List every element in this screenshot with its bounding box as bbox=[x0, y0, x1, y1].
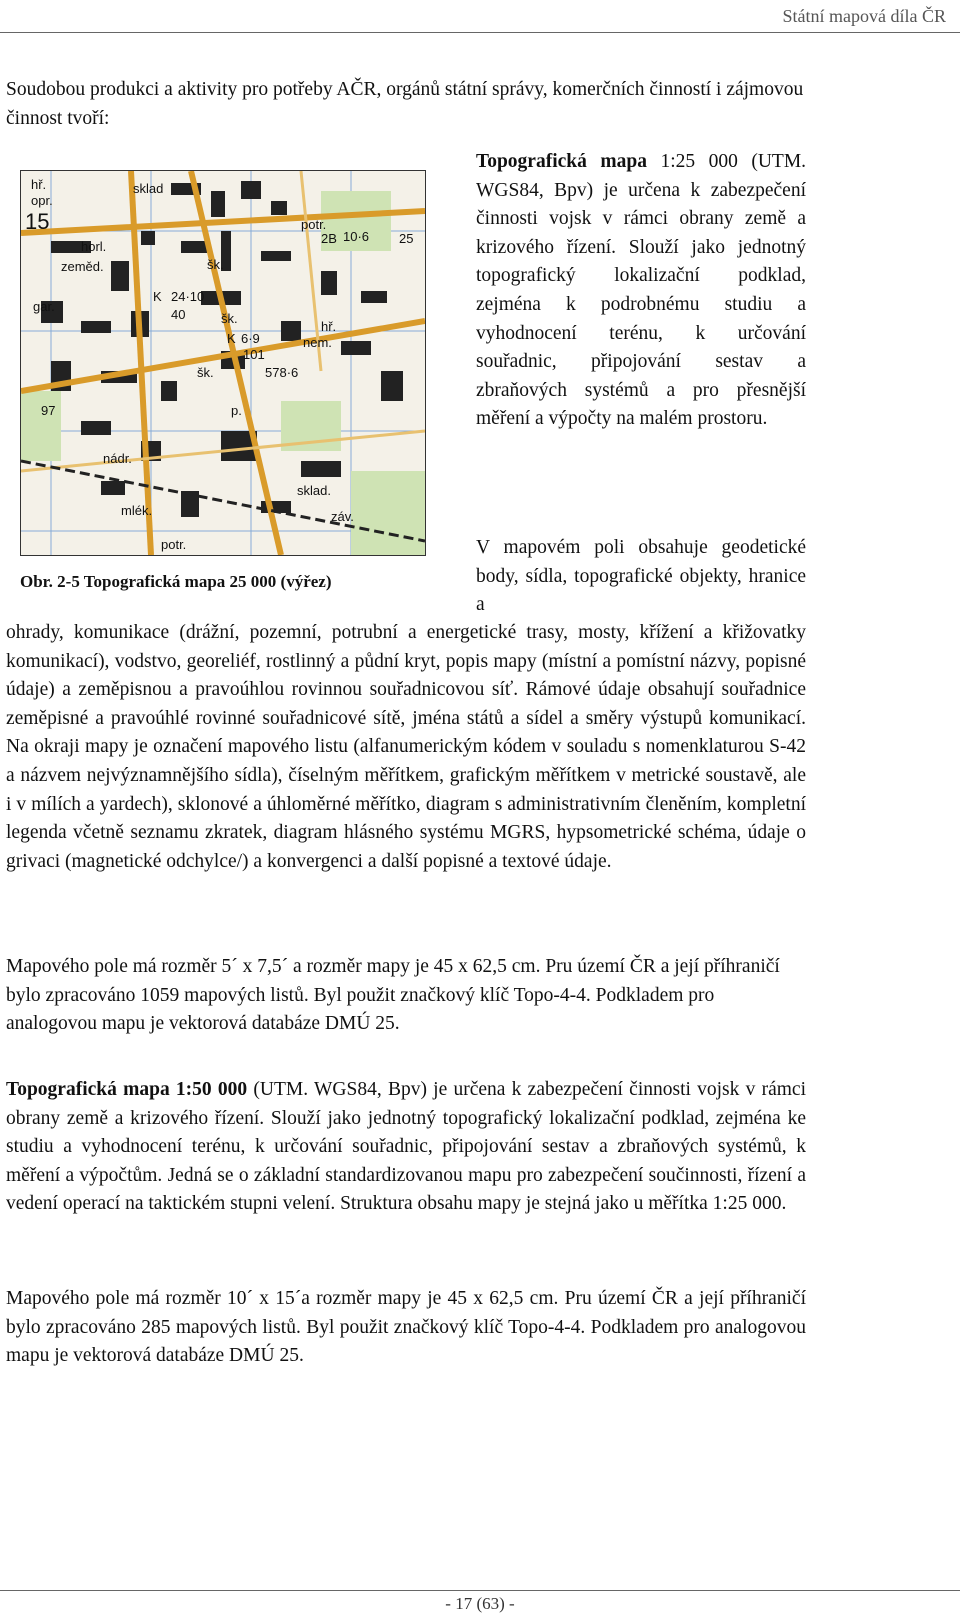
map-label: šk. bbox=[207, 257, 224, 272]
map-label: potr. bbox=[161, 537, 187, 552]
map-label: 25 bbox=[399, 231, 414, 246]
map-label: mlék. bbox=[121, 503, 153, 518]
map-label: 97 bbox=[41, 403, 56, 418]
map-label: záv. bbox=[331, 509, 354, 524]
topo50-dimensions-paragraph: Mapového pole má rozměr 10´ x 15´a rozměr mapy je 45 x 62,5 cm. Pru území ČR a její příhraničí bylo zpracováno 285 mapových listů. Byl použit značkový klíč Topo-4-4. Podkladem pro analogovou mapu je vektorová databáze DMÚ 25. bbox=[6, 1288, 806, 1367]
map-label: sklad bbox=[133, 181, 164, 196]
map-label: hř. bbox=[321, 319, 337, 334]
footer-rule bbox=[0, 1590, 960, 1591]
map-label: sklad. bbox=[297, 483, 331, 498]
topo25-scale: 1:25 000 bbox=[660, 151, 738, 172]
topo25-text1: (UTM. WGS84, Bpv) je určena k zabezpečení činnosti vojsk v rámci obrany země a krizového řízení. Slouží jako jednotný topografický lokalizační podklad, zejména k podrobnému studiu a vyhodnocení terénu, k určování souřadnic, připojování sestav a zbraňových systémů a pro přesnější měření a výpočty na malém prostoru. bbox=[476, 151, 807, 430]
figure-caption: Obr. 2-5 Topografická mapa 25 000 (výřez) bbox=[20, 572, 332, 591]
map-label: 24·10 bbox=[171, 289, 205, 304]
map-label: 6·9 bbox=[241, 331, 260, 346]
map-label: K bbox=[227, 331, 236, 346]
map-label: nádr. bbox=[103, 451, 132, 466]
topo25-content-start: V mapovém poli obsahuje geodetické body, sídla, topografické objekty, hranice a bbox=[476, 537, 806, 616]
map-label: horl. bbox=[81, 239, 107, 254]
map-label: zeměd. bbox=[61, 259, 104, 274]
map-label: 101 bbox=[243, 347, 265, 362]
topographic-map-figure bbox=[20, 170, 426, 556]
topo50-paragraph bbox=[6, 1076, 806, 1219]
map-label: opr. bbox=[31, 193, 53, 208]
map-label: potr. bbox=[301, 217, 327, 232]
map-label: gar. bbox=[33, 299, 55, 314]
map-label: nem. bbox=[303, 335, 332, 350]
map-label: šk. bbox=[197, 365, 214, 380]
map-label: 40 bbox=[171, 307, 186, 322]
map-image bbox=[21, 171, 425, 555]
map-label: K bbox=[153, 289, 162, 304]
intro-paragraph: Soudobou produkci a aktivity pro potřeby AČR, orgánů státní správy, komerčních činností i zájmovou činnost tvoří: bbox=[6, 79, 804, 129]
map-label: šk. bbox=[221, 311, 238, 326]
topo25-content-paragraph: ohrady, komunikace (drážní, pozemní, potrubní a energetické trasy, mosty, křížení a křižovatky komunikací), vodstvo, georeliéf, rostlinný a půdní kryt, popis mapy (místní a pomístní názvy, popisné údaje) a zeměpisnou a pravoúhlou rovinnou souřadnicovou síť. Rámové údaje obsahují souřadnice zeměpisné a pravoúhlé rovinné souřadnicové sítě, jména států a sídel a směry výstupů komunikací. Na okraji mapy je označení mapového listu (alfanumerickým kódem v souladu s nomenklaturou S-42 a názvem nejvýznamnějšího sídla), číselným měřítkem, grafickým měřítkem v metrické soustavě, ale i v mílích a yardech), sklonové a úhloměrné měřítko, diagram s administrativním členěním, kompletní legenda včetně seznamu zkratek, diagram hlásného systému MGRS, hypsometrické schéma, údaje o grivaci (magnetické odchylce/) a konvergenci a další popisné a textové údaje. bbox=[6, 622, 806, 872]
map-label: hř. bbox=[31, 177, 47, 192]
topo25-dimensions-paragraph: Mapového pole má rozměr 5´ x 7,5´ a rozměr mapy je 45 x 62,5 cm. Pru území ČR a její příhraničí bylo zpracováno 1059 mapových listů. Byl použit značkový klíč Topo-4-4. Podkladem pro analogovou mapu je vektorová databáze DMÚ 25. bbox=[6, 956, 780, 1035]
header-title: Státní mapová díla ČR bbox=[782, 6, 946, 26]
map-label: 578·6 bbox=[265, 365, 299, 380]
topo25-side-paragraph bbox=[476, 148, 806, 434]
map-label: 10·6 bbox=[343, 229, 370, 244]
header-rule bbox=[0, 32, 960, 33]
topo25-title: Topografická mapa bbox=[476, 151, 647, 172]
topo50-title: Topografická mapa 1:50 000 bbox=[6, 1079, 248, 1100]
map-label: 2B bbox=[321, 231, 337, 246]
map-label: 15 bbox=[25, 209, 50, 234]
map-label: p. bbox=[231, 403, 242, 418]
topo50-text1: (UTM. WGS84, Bpv) je určena k zabezpečení činnosti vojsk v rámci obrany země a krizového řízení. Slouží jako jednotný topografický lokalizační podklad, zejména ke studiu a vyhodnocení terénu, k určování souřadnic, připojování sestav a zbraňových systémů, k měření a výpočtům. Jedná se o základní standardizovanou mapu pro zabezpečení součinnosti, řízení a vedení operací na taktickém stupni velení. Struktura obsahu mapy je stejná jako u měřítka 1:25 000. bbox=[6, 1079, 807, 1215]
page-number: - 17 (63) - bbox=[445, 1594, 515, 1613]
